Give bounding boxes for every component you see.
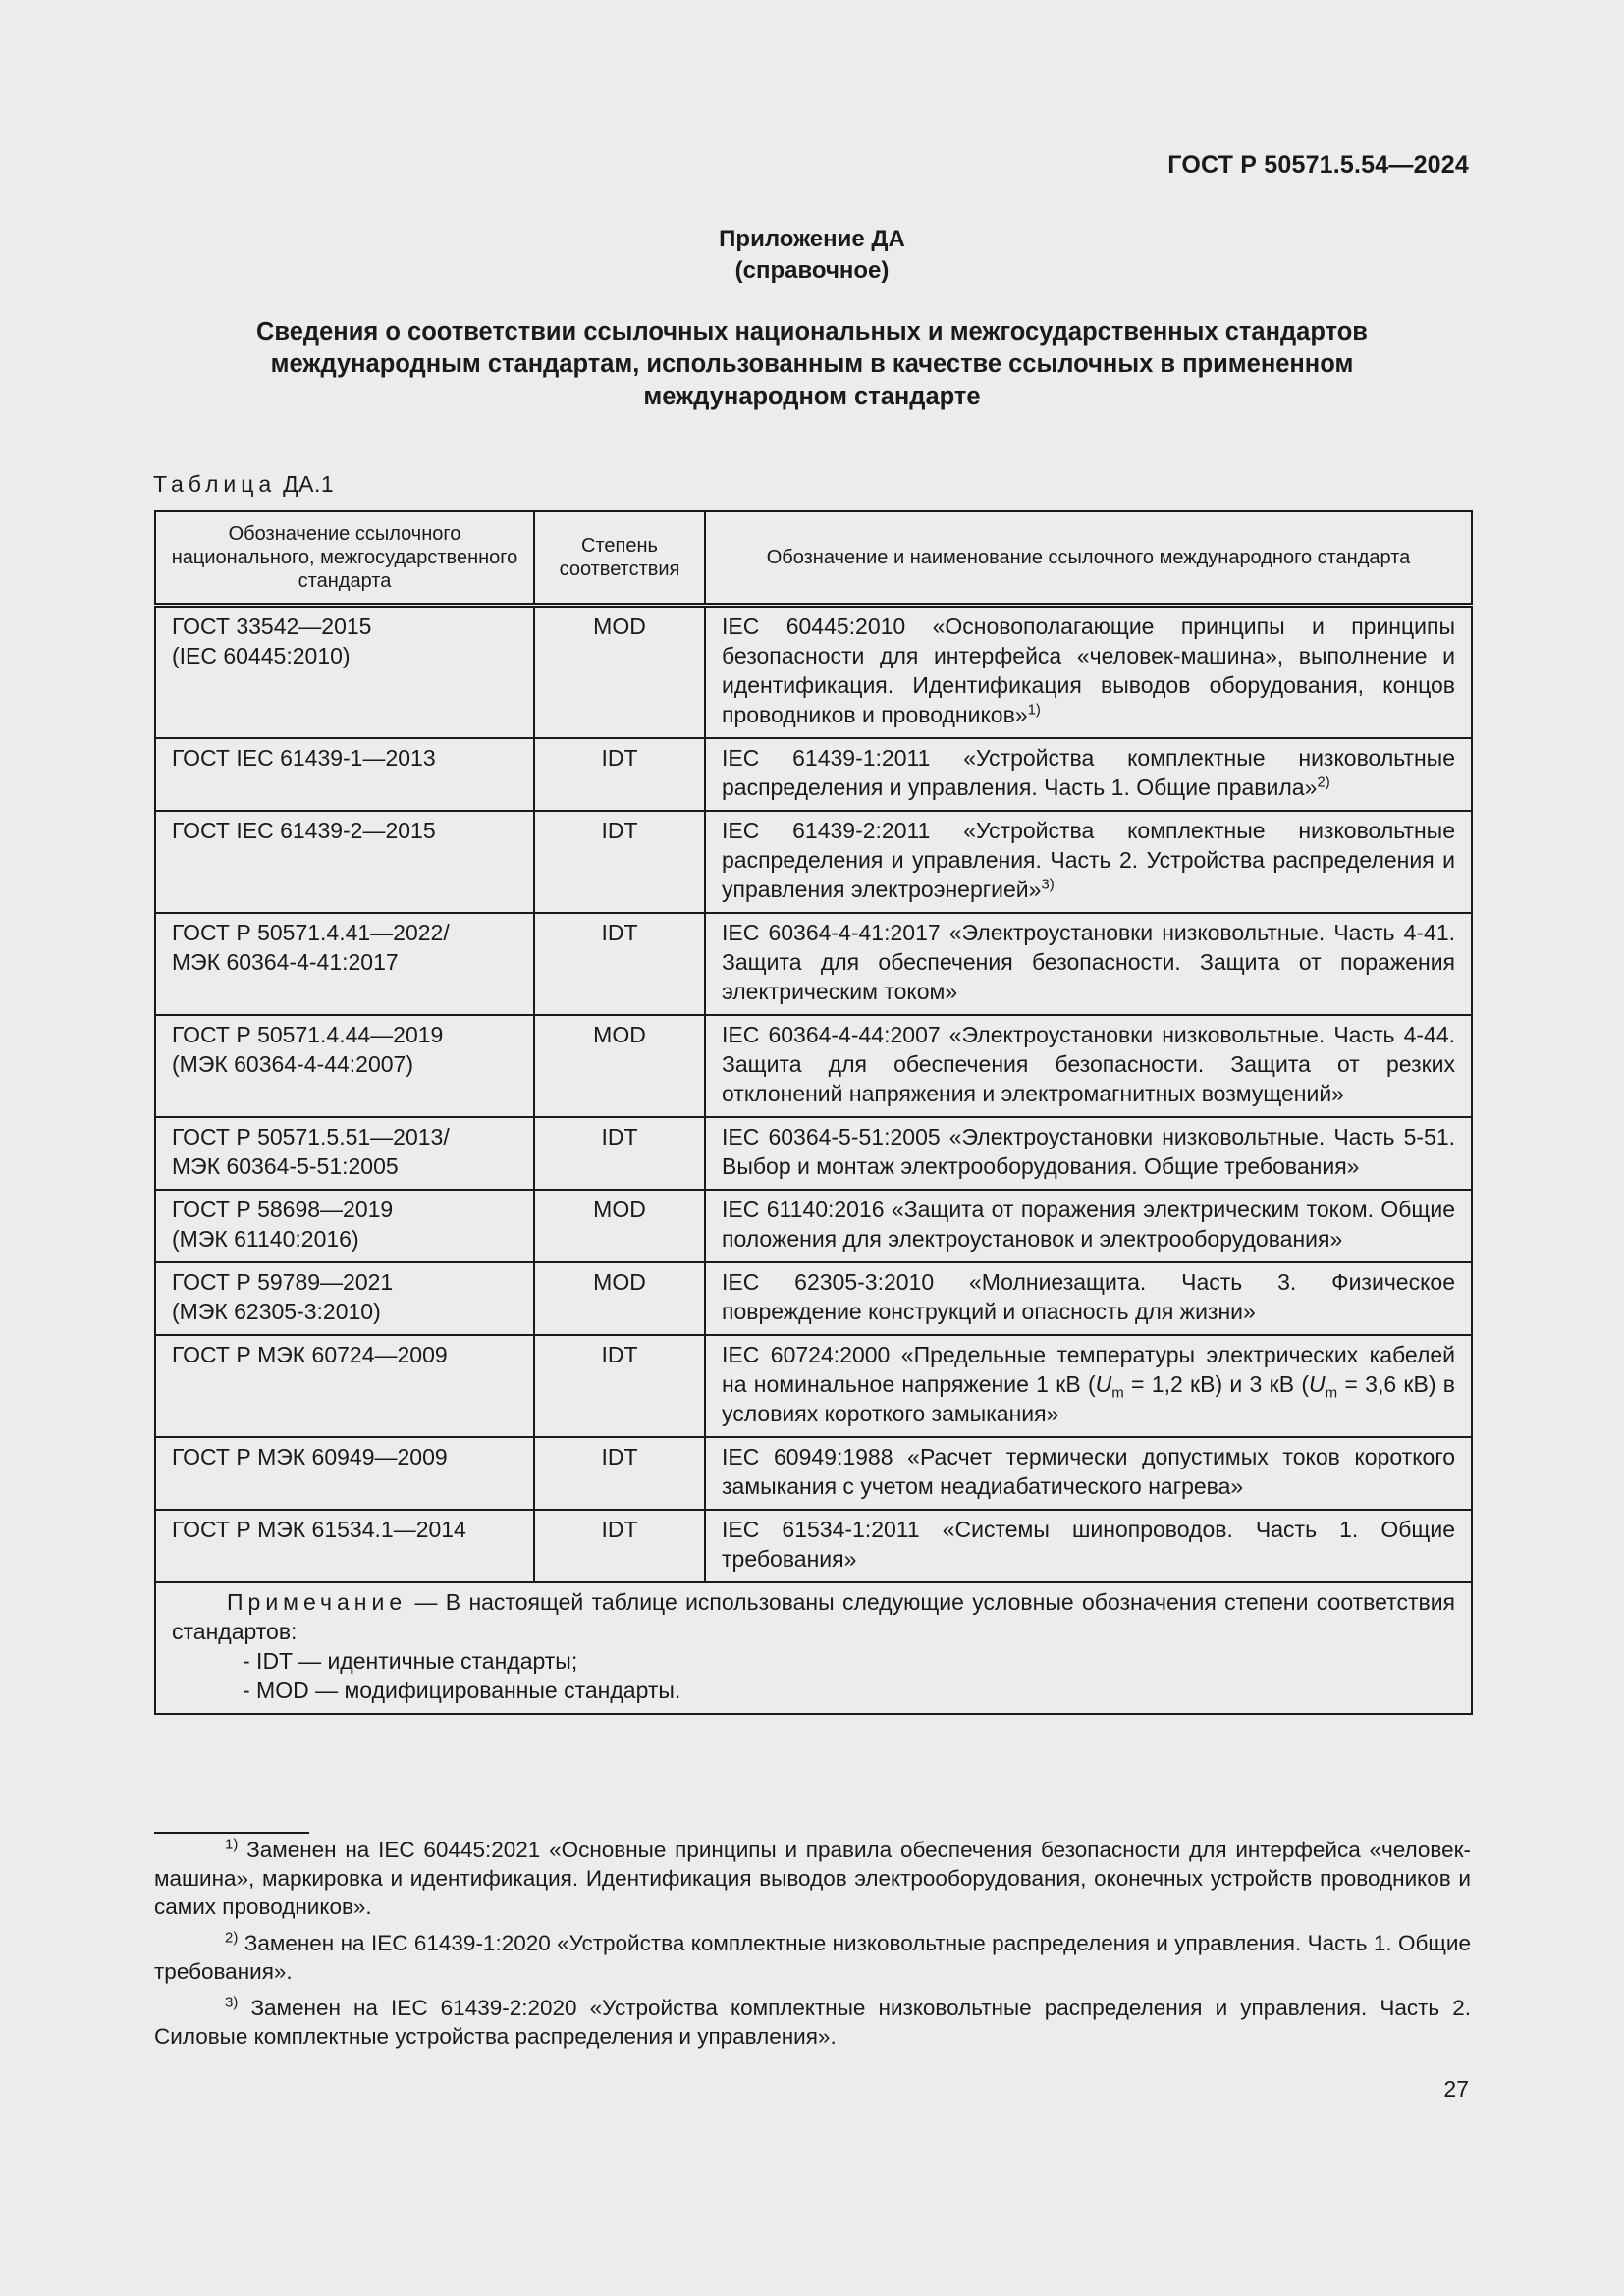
footnote-ref: 3) — [1041, 876, 1055, 893]
table-caption-number: ДА.1 — [283, 471, 335, 497]
cell-designation — [155, 1262, 534, 1335]
cell-degree: MOD — [534, 1015, 705, 1117]
annex-heading-line: международном стандарте — [643, 383, 981, 410]
cell-designation — [155, 1117, 534, 1190]
cell-designation — [155, 913, 534, 1015]
footnote-text: Заменен на IEC 60445:2021 «Основные принципы и правила обеспечения безопасности для интерфейса «человек-машина», маркировка и идентификация. Идентификация выводов электрооборудования, оконечных устройств проводников и самих проводников». — [154, 1838, 1471, 1919]
designation-line: ГОСТ Р 50571.4.41—2022/ — [172, 920, 450, 945]
description-text: IEC 61439-2:2011 «Устройства комплектные низковольтные распределения и управления. Часть 2. Устройства распределения и управления электроэнергией» — [722, 818, 1455, 902]
cell-international — [705, 606, 1472, 739]
cell-designation — [155, 811, 534, 913]
document-code: ГОСТ Р 50571.5.54—2024 — [1167, 151, 1469, 179]
annex-heading-line: Сведения о соответствии ссылочных национальных и межгосударственных стандартов — [256, 318, 1368, 346]
designation-line: (МЭК 60364-4-44:2007) — [172, 1051, 414, 1077]
description-text: IEC 60364-4-41:2017 «Электроустановки низковольтные. Часть 4-41. Защита для обеспечения безопасности. Защита от поражения электрическим током» — [722, 920, 1455, 1004]
standards-table — [154, 510, 1473, 1715]
cell-degree: MOD — [534, 1190, 705, 1262]
annex-title: Приложение ДА — [719, 226, 905, 252]
designation-line: ГОСТ Р 50571.4.44—2019 — [172, 1022, 444, 1047]
description-text: IEC 62305-3:2010 «Молниезащита. Часть 3. Физическое повреждение конструкций и опасность для жизни» — [722, 1269, 1455, 1324]
cell-degree: IDT — [534, 1437, 705, 1510]
cell-degree: IDT — [534, 811, 705, 913]
cell-designation — [155, 606, 534, 739]
cell-degree: MOD — [534, 606, 705, 739]
designation-line: ГОСТ IEC 61439-2—2015 — [172, 818, 436, 843]
cell-international — [705, 811, 1472, 913]
table-row — [155, 1437, 1472, 1510]
designation-line: МЭК 60364-5-51:2005 — [172, 1153, 399, 1179]
subscript-text: m — [1111, 1384, 1124, 1402]
header-designation: Обозначение ссылочного национального, межгосударственного стандарта — [155, 511, 534, 606]
designation-line: ГОСТ Р 58698—2019 — [172, 1197, 394, 1222]
designation-line: ГОСТ Р МЭК 61534.1—2014 — [172, 1517, 466, 1542]
cell-international — [705, 1335, 1472, 1437]
designation-line: ГОСТ 33542—2015 — [172, 614, 372, 639]
footnote — [154, 1836, 1471, 1921]
cell-degree: IDT — [534, 913, 705, 1015]
designation-line: МЭК 60364-4-41:2017 — [172, 949, 399, 975]
cell-international — [705, 1510, 1472, 1582]
table-row — [155, 606, 1472, 739]
annex-heading — [177, 316, 1447, 413]
description-text: IEC 61534-1:2011 «Системы шинопроводов. Часть 1. Общие требования» — [722, 1517, 1455, 1572]
description-text: IEC 60724:2000 «Предельные температуры электрических кабелей на номинальное напряжение 1 кВ ( — [722, 1342, 1455, 1397]
cell-international — [705, 1190, 1472, 1262]
cell-degree: IDT — [534, 1117, 705, 1190]
description-text: IEC 61439-1:2011 «Устройства комплектные низковольтные распределения и управления. Часть 1. Общие правила» — [722, 745, 1455, 800]
description-text: IEC 60364-5-51:2005 «Электроустановки низковольтные. Часть 5-51. Выбор и монтаж электрооборудования. Общие требования» — [722, 1124, 1455, 1179]
designation-line: ГОСТ Р 59789—2021 — [172, 1269, 394, 1295]
table-row — [155, 1262, 1472, 1335]
table-row — [155, 1117, 1472, 1190]
header-international: Обозначение и наименование ссылочного международного стандарта — [705, 511, 1472, 606]
cell-designation — [155, 1510, 534, 1582]
designation-line: (МЭК 61140:2016) — [172, 1226, 359, 1252]
table-row — [155, 811, 1472, 913]
cell-international — [705, 913, 1472, 1015]
cell-degree: MOD — [534, 1262, 705, 1335]
designation-line: (IEC 60445:2010) — [172, 643, 351, 668]
cell-designation — [155, 1335, 534, 1437]
footnote — [154, 1994, 1471, 2051]
footnote-ref: 2) — [1317, 774, 1330, 791]
table-row — [155, 1190, 1472, 1262]
table-header-row — [155, 511, 1472, 606]
description-text: IEC 61140:2016 «Защита от поражения электрическим током. Общие положения для электроустановок и электрооборудования» — [722, 1197, 1455, 1252]
footnote-mark: 2) — [225, 1929, 239, 1947]
description-text: IEC 60445:2010 «Основополагающие принципы и принципы безопасности для интерфейса «человек-машина», выполнение и идентификация. Идентификация выводов оборудования, концов проводников и проводников» — [722, 614, 1455, 727]
italic-symbol: U — [1309, 1371, 1326, 1397]
cell-designation — [155, 1437, 534, 1510]
description-text: IEC 60364-4-44:2007 «Электроустановки низковольтные. Часть 4-44. Защита для обеспечения безопасности. Защита от резких отклонений напряжения и электромагнитных возмущений» — [722, 1022, 1455, 1106]
table-row — [155, 738, 1472, 811]
subscript-text: m — [1325, 1384, 1338, 1402]
designation-line: ГОСТ Р МЭК 60724—2009 — [172, 1342, 448, 1367]
cell-designation — [155, 1015, 534, 1117]
footnote-mark: 1) — [225, 1836, 239, 1853]
note-text: — В настоящей таблице использованы следующие условные обозначения степени соответствия стандартов: — [172, 1589, 1455, 1644]
cell-degree: IDT — [534, 1335, 705, 1437]
designation-line: ГОСТ Р МЭК 60949—2009 — [172, 1444, 448, 1469]
annex-heading-line: международным стандартам, использованным в качестве ссылочных в примененном — [270, 350, 1354, 378]
cell-international — [705, 738, 1472, 811]
designation-line: ГОСТ Р 50571.5.51—2013/ — [172, 1124, 450, 1149]
table-note — [155, 1582, 1472, 1714]
note-label: Примечание — [227, 1589, 407, 1615]
footnote — [154, 1929, 1471, 1986]
table-row — [155, 1510, 1472, 1582]
description-text: = 3,6 кВ) в условиях короткого замыкания» — [722, 1371, 1455, 1426]
footnote-ref: 1) — [1027, 701, 1041, 719]
designation-line: (МЭК 62305-3:2010) — [172, 1299, 381, 1324]
footnotes — [154, 1836, 1471, 2058]
annex-subtitle: (справочное) — [734, 257, 890, 284]
header-degree: Степень соответствия — [534, 511, 705, 606]
table-note-row — [155, 1582, 1472, 1714]
table-row — [155, 913, 1472, 1015]
cell-international — [705, 1262, 1472, 1335]
cell-international — [705, 1015, 1472, 1117]
cell-degree: IDT — [534, 1510, 705, 1582]
description-text: IEC 60949:1988 «Расчет термически допустимых токов короткого замыкания с учетом неадиабатического нагрева» — [722, 1444, 1455, 1499]
table-caption — [153, 471, 334, 498]
footnote-text: Заменен на IEC 61439-2:2020 «Устройства комплектные низковольтные распределения и управления. Часть 2. Силовые комплектные устройства распределения и управления». — [154, 1996, 1471, 2049]
cell-international — [705, 1117, 1472, 1190]
footnote-text: Заменен на IEC 61439-1:2020 «Устройства комплектные низковольтные распределения и управления. Часть 1. Общие требования». — [154, 1931, 1471, 1984]
cell-designation — [155, 1190, 534, 1262]
cell-international — [705, 1437, 1472, 1510]
cell-degree: IDT — [534, 738, 705, 811]
italic-symbol: U — [1095, 1371, 1112, 1397]
table-row — [155, 1015, 1472, 1117]
table-caption-label: Таблица — [153, 471, 277, 497]
page-number: 27 — [1443, 2076, 1469, 2102]
note-item: - MOD — модифицированные стандарты. — [243, 1678, 681, 1703]
note-item: - IDT — идентичные стандарты; — [243, 1648, 578, 1674]
table-row — [155, 1335, 1472, 1437]
footnote-mark: 3) — [225, 1994, 239, 2011]
description-text: = 1,2 кВ) и 3 кВ ( — [1123, 1371, 1309, 1397]
cell-designation — [155, 738, 534, 811]
footnote-separator — [154, 1832, 309, 1834]
designation-line: ГОСТ IEC 61439-1—2013 — [172, 745, 436, 771]
